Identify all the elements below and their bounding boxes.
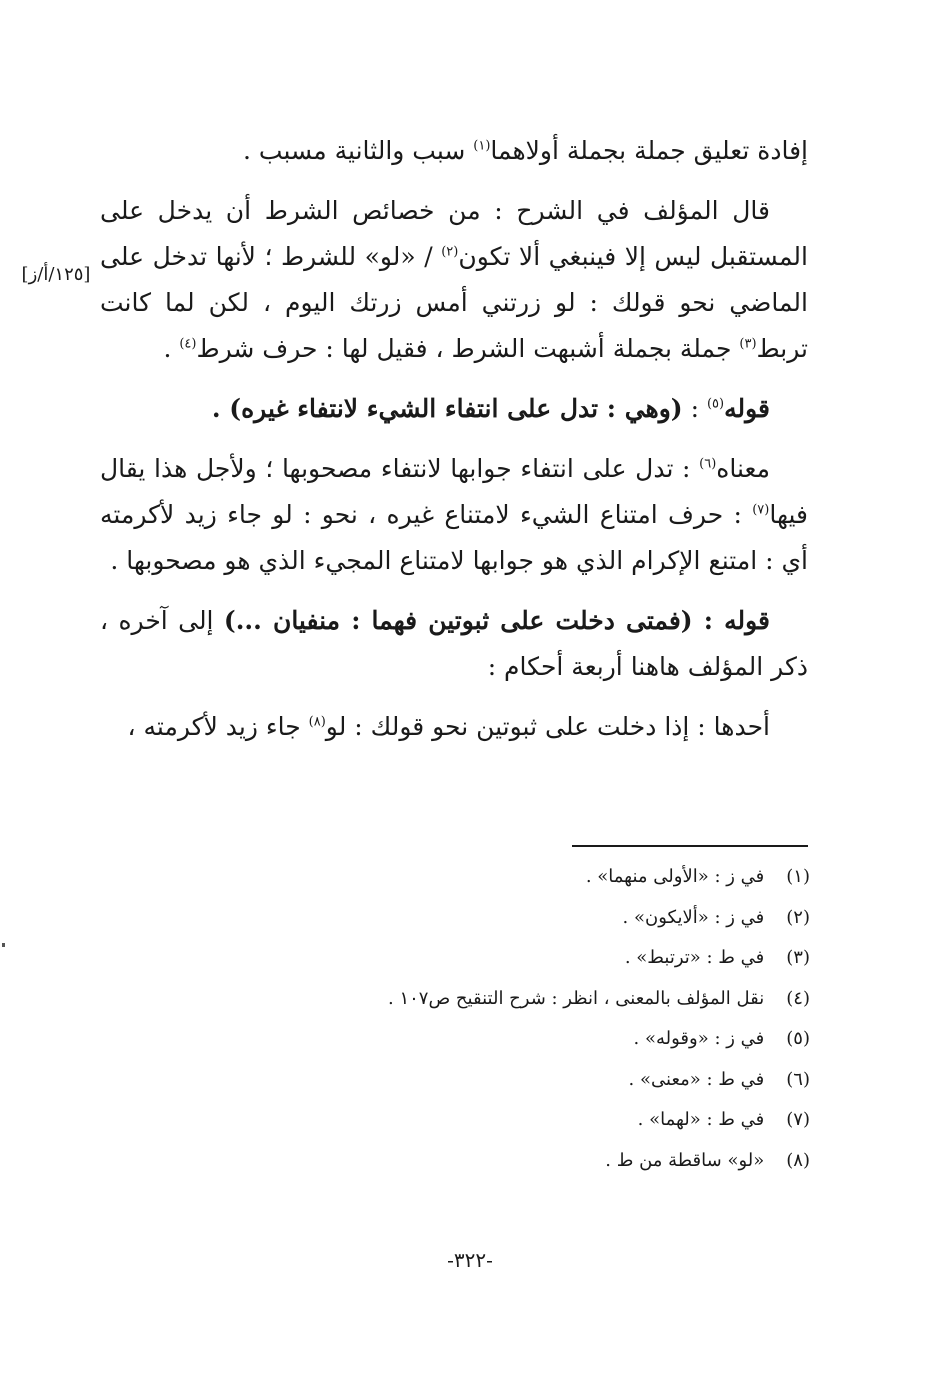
paragraph [100, 704, 808, 750]
footnote-divider [572, 845, 808, 847]
footnote [260, 1019, 810, 1060]
bold-heading-run: قوله : (فمتى دخلت على ثبوتين فهما : منفيان ...) [223, 606, 770, 635]
paragraph [100, 446, 808, 584]
footnote-reference: (٦) [699, 456, 717, 472]
footnote-text: «لو» ساقطة من ط . [605, 1149, 765, 1171]
footnote-reference: (٢) [441, 244, 459, 260]
footnote-number: (٧) [786, 1109, 810, 1130]
footnote-reference: (٨) [308, 714, 326, 730]
footnote-number: (٤) [786, 987, 810, 1009]
footnote-reference: (٥) [706, 396, 725, 412]
text-run: : [682, 394, 707, 423]
footnote-number: (٥) [786, 1028, 810, 1049]
text-run: إفادة تعليق جملة بجملة أولاهما [490, 136, 808, 165]
footnote [260, 979, 810, 1020]
footnote-text: في ز : «ألايكون» . [622, 906, 765, 928]
main-text [100, 128, 808, 750]
footnote-number: (١) [786, 866, 810, 887]
footnote-reference: (٧) [752, 502, 770, 518]
footnote [260, 1141, 810, 1182]
text-run: سبب والثانية مسبب . [243, 136, 474, 165]
footnote-text: في ط : «معنى» . [628, 1068, 765, 1090]
footnote-text: في ط : «ترتبط» . [624, 947, 765, 968]
paragraph [100, 188, 808, 372]
text-run: جاء زيد لأكرمته ، [127, 712, 309, 741]
text-run: معناه [716, 454, 770, 483]
page-number: -٣٢٢- [447, 1248, 493, 1272]
text-run: : حرف امتناع الشيء لامتناع غيره ، نحو : لو جاء زيد لأكرمته أي : امتنع الإكرام الذي هو جوابها لامتناع المجيء الذي هو مصحوبها . [100, 500, 808, 575]
text-run: / «لو» للشرط ؛ لأنها تدخل على الماضي نحو قولك : لو زرتني أمس زرتك اليوم ، لكن لما كانت تربط [100, 242, 808, 363]
paragraph [100, 386, 808, 432]
footnote-number: (٦) [786, 1068, 810, 1090]
footnote-text: في ز : «الأولى منهما» . [585, 866, 765, 887]
bold-heading-run: قوله [724, 394, 770, 423]
footnote-number: (٣) [786, 947, 810, 968]
footnote-reference: (٤) [179, 336, 197, 352]
footnote [260, 1100, 810, 1141]
footnote [260, 857, 810, 898]
scan-artifact [2, 943, 5, 947]
bold-heading-run: (وهي : تدل على انتفاء الشيء لانتفاء غيره) . [211, 394, 683, 423]
footnotes [260, 857, 810, 1181]
footnote-text: في ط : «لهما» . [637, 1109, 765, 1130]
footnote-number: (٢) [786, 906, 810, 928]
footnote [260, 938, 810, 979]
footnote [260, 898, 810, 939]
footnote-reference: (١) [473, 138, 491, 154]
footnote-number: (٨) [786, 1149, 810, 1171]
footnote-text: نقل المؤلف بالمعنى ، انظر : شرح التنقيح ص١٠٧ . [387, 987, 765, 1009]
text-run: إلى آخره ، ذكر المؤلف هاهنا أربعة أحكام : [100, 606, 808, 681]
footnote-text: في ز : «وقوله» . [633, 1028, 765, 1049]
text-run: . [163, 334, 180, 363]
text-run: أحدها : إذا دخلت على ثبوتين نحو قولك : لو [325, 712, 770, 741]
paragraph [100, 128, 808, 174]
footnote [260, 1060, 810, 1101]
text-run: قال المؤلف في الشرح : من خصائص الشرط أن يدخل على المستقبل ليس إلا فينبغي ألا تكون [100, 196, 808, 271]
margin-folio-note: [١٢٥/أ/ز] [21, 264, 91, 285]
footnote-reference: (٣) [739, 336, 757, 352]
text-run: جملة بجملة أشبهت الشرط ، فقيل لها : حرف شرط [196, 334, 740, 363]
paragraph [100, 598, 808, 690]
text-run: : تدل على انتفاء جوابها لانتفاء مصحوبها ؛ ولأجل هذا يقال فيها [100, 454, 808, 529]
